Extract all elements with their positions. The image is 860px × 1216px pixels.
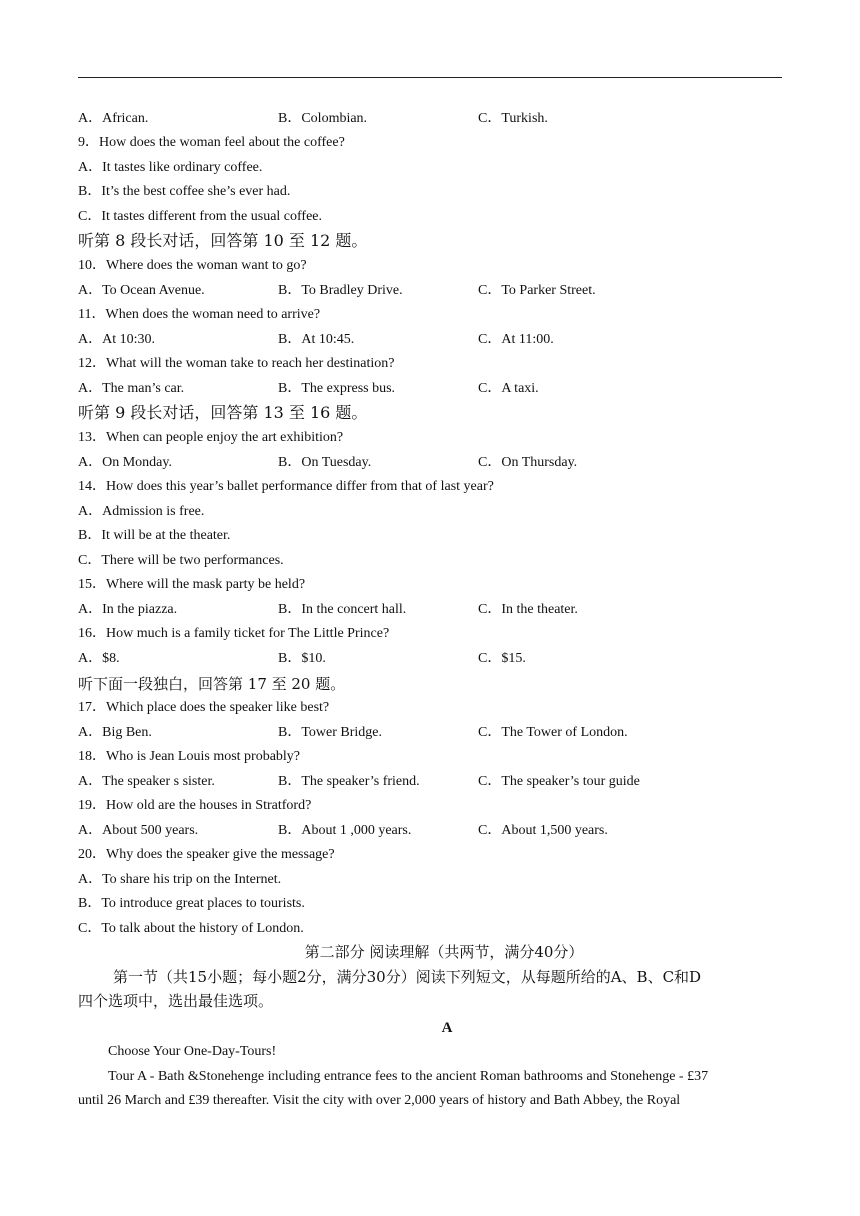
q12-option-b: B．The express bus. xyxy=(278,381,396,396)
passage-label: A xyxy=(441,1020,453,1036)
q13-question: 13．When can people enjoy the art exhibition? xyxy=(78,430,344,445)
section-9-instruction: 听第 9 段长对话，回答第 13 至 16 题。 xyxy=(78,403,368,422)
q8-option-a: A．African. xyxy=(78,111,149,126)
q13-option-a: A．On Monday. xyxy=(78,455,172,470)
q12-option-a: A．The man’s car. xyxy=(78,381,185,396)
q14-option-a: A．Admission is free. xyxy=(78,504,205,519)
q15-option-c: C．In the theater. xyxy=(478,602,578,617)
q11-option-c: C．At 11:00. xyxy=(478,332,554,347)
q18-option-b: B．The speaker’s friend. xyxy=(278,774,420,789)
q14-option-c: C．There will be two performances. xyxy=(78,553,284,568)
q10-option-c: C．To Parker Street. xyxy=(478,283,596,298)
q16-option-c: C．$15. xyxy=(478,651,526,666)
q12-option-c: C．A taxi. xyxy=(478,381,539,396)
part2-instructions xyxy=(78,965,782,1013)
q14-option-b: B．It will be at the theater. xyxy=(78,528,231,543)
q13-option-b: B．On Tuesday. xyxy=(278,455,372,470)
q18-option-a: A．The speaker s sister. xyxy=(78,774,215,789)
q19-option-b: B．About 1 ,000 years. xyxy=(278,823,412,838)
q17-option-b: B．Tower Bridge. xyxy=(278,725,383,740)
q9-option-a: A．It tastes like ordinary coffee. xyxy=(78,160,263,175)
q19-option-a: A．About 500 years. xyxy=(78,823,199,838)
q17-option-c: C．The Tower of London. xyxy=(478,725,628,740)
q20-option-a: A．To share his trip on the Internet. xyxy=(78,872,282,887)
passage-line-1: Tour A - Bath &Stonehenge including entrance fees to the ancient Roman bathrooms and Stonehenge - £37 xyxy=(108,1069,709,1084)
q12-question: 12．What will the woman take to reach her destination? xyxy=(78,356,395,371)
passage-line-2: until 26 March and £39 thereafter. Visit the city with over 2,000 years of history and Bath Abbey, the Royal xyxy=(78,1093,681,1108)
q9-option-c: C．It tastes different from the usual coffee. xyxy=(78,209,323,224)
q11-question: 11．When does the woman need to arrive? xyxy=(78,307,321,322)
header-rule xyxy=(78,77,782,78)
q8-option-c: C．Turkish. xyxy=(478,111,548,126)
q8-option-b: B．Colombian. xyxy=(278,111,368,126)
q16-question: 16．How much is a family ticket for The Little Prince? xyxy=(78,626,390,641)
q15-question: 15．Where will the mask party be held? xyxy=(78,577,306,592)
q14-question: 14．How does this year’s ballet performance differ from that of last year? xyxy=(78,479,494,494)
q11-option-b: B．At 10:45. xyxy=(278,332,355,347)
q19-question: 19．How old are the houses in Stratford? xyxy=(78,798,312,813)
section-8-instruction: 听第 8 段长对话，回答第 10 至 12 题。 xyxy=(78,231,368,250)
q17-option-a: A．Big Ben. xyxy=(78,725,152,740)
q15-option-a: A．In the piazza. xyxy=(78,602,178,617)
q18-question: 18．Who is Jean Louis most probably? xyxy=(78,749,301,764)
q10-option-b: B．To Bradley Drive. xyxy=(278,283,403,298)
q17-question: 17．Which place does the speaker like best? xyxy=(78,700,330,715)
q13-option-c: C．On Thursday. xyxy=(478,455,578,470)
q9-question: 9．How does the woman feel about the coffee? xyxy=(78,135,345,150)
part2-title: 第二部分 阅读理解（共两节，满分40分） xyxy=(304,943,584,961)
part2-instructions-line1: 第一节（共15小题；每小题2分，满分30分）阅读下列短文，从每题所给的A、B、C和D xyxy=(113,968,702,986)
q10-question: 10．Where does the woman want to go? xyxy=(78,258,307,273)
monologue-instruction: 听下面一段独白，回答第 17 至 20 题。 xyxy=(78,675,346,693)
part2-instructions-line2: 四个选项中，选出最佳选项。 xyxy=(78,992,274,1010)
q20-option-b: B．To introduce great places to tourists. xyxy=(78,896,305,911)
q16-option-a: A．$8. xyxy=(78,651,120,666)
q18-option-c: C．The speaker’s tour guide xyxy=(478,774,640,789)
q20-question: 20．Why does the speaker give the message? xyxy=(78,847,335,862)
q15-option-b: B．In the concert hall. xyxy=(278,602,407,617)
q16-option-b: B．$10. xyxy=(278,651,326,666)
passage-heading: Choose Your One-Day-Tours! xyxy=(108,1044,277,1059)
q20-option-c: C．To talk about the history of London. xyxy=(78,921,304,936)
q9-option-b: B．It’s the best coffee she’s ever had. xyxy=(78,184,291,199)
q10-option-a: A．To Ocean Avenue. xyxy=(78,283,205,298)
q19-option-c: C．About 1,500 years. xyxy=(478,823,608,838)
q11-option-a: A．At 10:30. xyxy=(78,332,155,347)
